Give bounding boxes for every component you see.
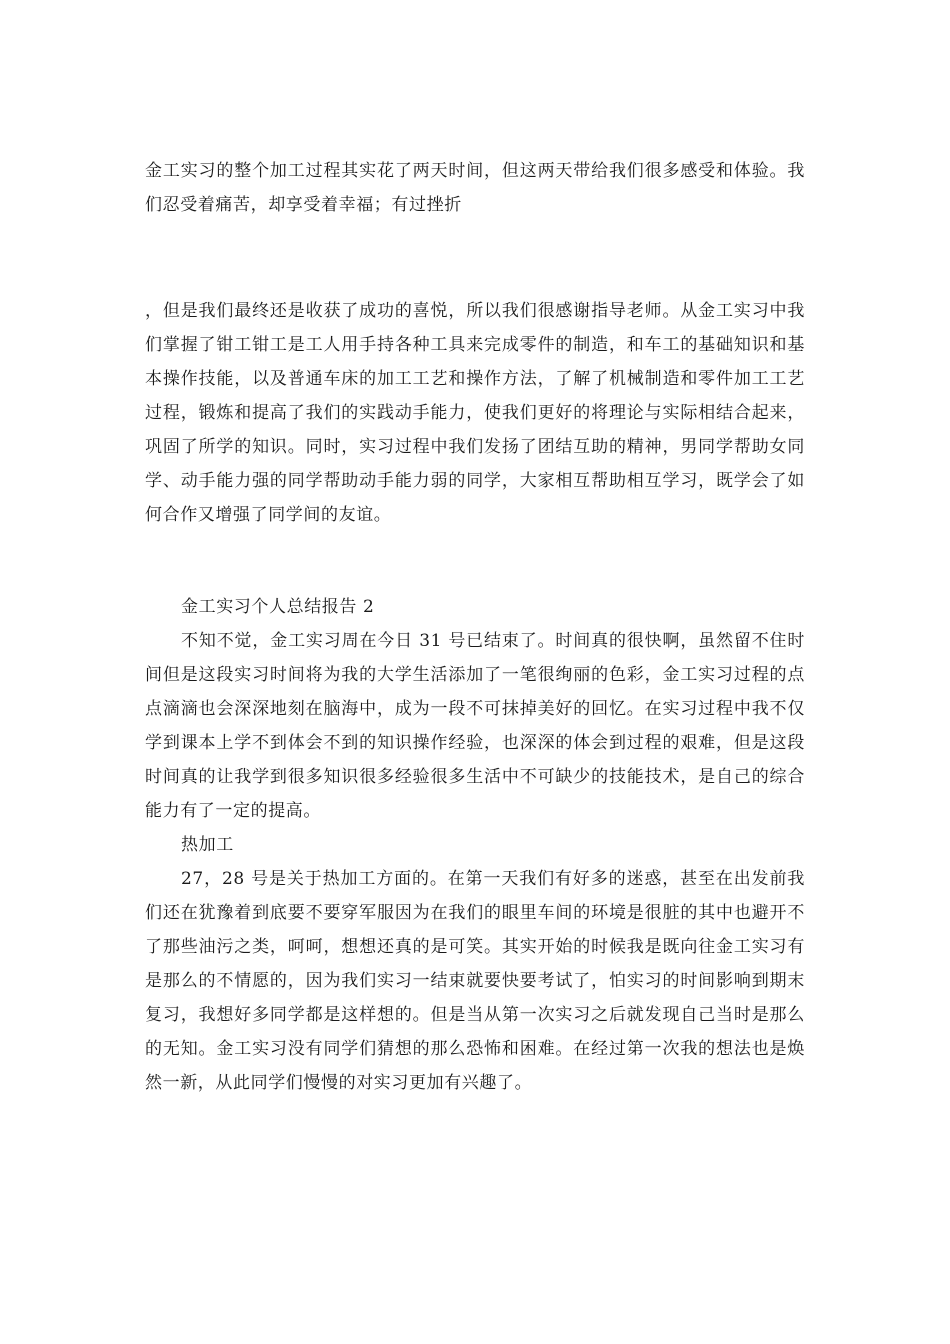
section-heading: 金工实习个人总结报告 2 [181,597,375,617]
paragraph-hot-processing: 27，28 号是关于热加工方面的。在第一天我们有好多的迷惑，甚至在出发前我们还在犹豫着到底要不要穿军服因为在我们的眼里车间的环境是很脏的其中也避开不了那些油污之类，呵呵，想想还真的是可笑。其实开始的时候我是既向往金工实习有是那么的不情愿的，因为我们实习一结束就要快要考试了，怕实习的时间影响到期末复习，我想好多同学都是这样想的。但是当从第一次实习之后就发现自己当时是那么的无知。金工实习没有同学们猜想的那么恐怖和困难。在经过第一次我的想法也是焕然一新，从此同学们慢慢的对实习更加有兴趣了。 [145,869,805,1093]
paragraph-continuation: ，但是我们最终还是收获了成功的喜悦，所以我们很感谢指导老师。从金工实习中我们掌握了钳工钳工是工人用手持各种工具来完成零件的制造，和车工的基础知识和基本操作技能，以及普通车床的加工工艺和操作方法，了解了机械制造和零件加工工艺过程，锻炼和提高了我们的实践动手能力，使我们更好的将理论与实际相结合起来，巩固了所学的知识。同时，实习过程中我们发扬了团结互助的精神，男同学帮助女同学、动手能力强的同学帮助动手能力弱的同学，大家相互帮助相互学习，既学会了如何合作又增强了同学间的友谊。 [145,301,805,525]
section-subheading: 热加工 [181,835,234,855]
paragraph-intro: 金工实习的整个加工过程其实花了两天时间，但这两天带给我们很多感受和体验。我们忍受着痛苦，却享受着幸福；有过挫折 [145,161,805,215]
text-block-2 [145,294,805,532]
text-block-1 [145,154,805,222]
paragraph-summary: 不知不觉，金工实习周在今日 31 号已结束了。时间真的很快啊，虽然留不住时间但是这段实习时间将为我的大学生活添加了一笔很绚丽的色彩，金工实习过程的点点滴滴也会深深地刻在脑海中，成为一段不可抹掉美好的回忆。在实习过程中我不仅学到课本上学不到体会不到的知识操作经验，也深深的体会到过程的艰难，但是这段时间真的让我学到很多知识很多经验很多生活中不可缺少的技能技术，是自己的综合能力有了一定的提高。 [145,631,805,821]
text-block-3 [145,590,805,1100]
